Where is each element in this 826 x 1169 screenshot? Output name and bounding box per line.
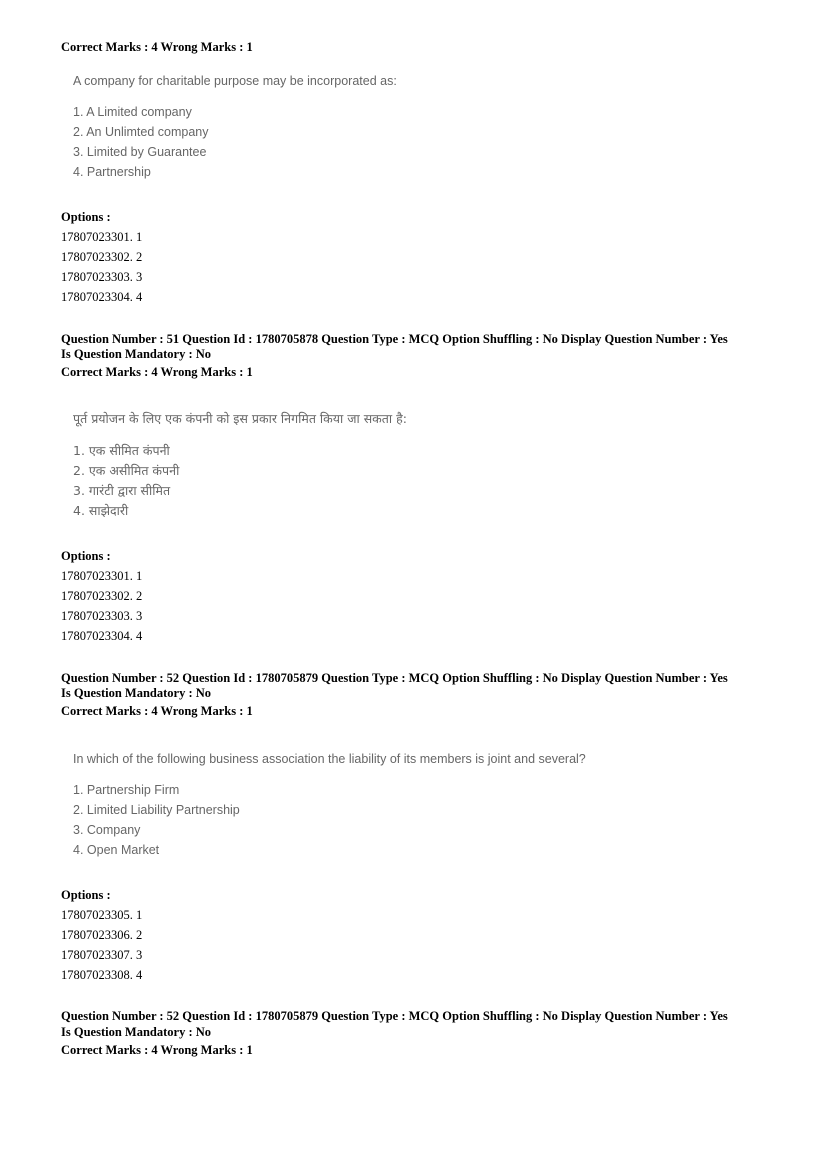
option-item: 17807023303. 3 — [61, 270, 143, 284]
choice-item: 3. गारंटी द्वारा सीमित — [73, 483, 171, 498]
option-item: 17807023307. 3 — [61, 948, 143, 962]
choice-item: 4. साझेदारी — [73, 503, 129, 518]
choice-item: 1. Partnership Firm — [73, 783, 180, 797]
option-item: 17807023302. 2 — [61, 589, 143, 603]
question-header: Question Number : 51 Question Id : 1780705878 Question Type : MCQ Option Shuffling : No Display Question Number : Yes — [61, 332, 728, 346]
option-item: 17807023302. 2 — [61, 250, 143, 264]
option-item: 17807023303. 3 — [61, 609, 143, 623]
mandatory-line: Is Question Mandatory : No — [61, 686, 212, 700]
option-item: 17807023304. 4 — [61, 629, 143, 643]
options-label: Options : — [61, 888, 111, 902]
choice-list — [73, 441, 407, 521]
choice-item: 1. एक सीमित कंपनी — [73, 443, 170, 458]
question-text: पूर्त प्रयोजन के लिए एक कंपनी को इस प्रकार निगमित किया जा सकता है: — [73, 411, 407, 426]
question-image — [73, 752, 586, 860]
question-text: In which of the following business association the liability of its members is joint and several? — [73, 752, 586, 766]
option-item: 17807023301. 1 — [61, 230, 143, 244]
option-item: 17807023301. 1 — [61, 569, 143, 583]
choice-item: 4. Partnership — [73, 165, 151, 179]
options-label: Options : — [61, 549, 111, 563]
options-label: Options : — [61, 210, 111, 224]
choice-item: 2. An Unlimted company — [73, 125, 209, 139]
choice-item: 3. Company — [73, 823, 141, 837]
option-item: 17807023308. 4 — [61, 968, 143, 982]
question-image — [73, 74, 397, 182]
mandatory-line: Is Question Mandatory : No — [61, 347, 212, 361]
question-image — [73, 410, 407, 521]
question-text: A company for charitable purpose may be incorporated as: — [73, 74, 397, 88]
choice-item: 3. Limited by Guarantee — [73, 145, 207, 159]
choice-list — [73, 102, 397, 182]
question-header: Question Number : 52 Question Id : 1780705879 Question Type : MCQ Option Shuffling : No Display Question Number : Yes — [61, 671, 728, 685]
option-item: 17807023304. 4 — [61, 290, 143, 304]
marks-line: Correct Marks : 4 Wrong Marks : 1 — [61, 40, 253, 54]
option-item: 17807023306. 2 — [61, 928, 143, 942]
mandatory-line: Is Question Mandatory : No — [61, 1025, 212, 1039]
choice-item: 4. Open Market — [73, 843, 160, 857]
choice-item: 2. Limited Liability Partnership — [73, 803, 240, 817]
choice-item: 2. एक असीमित कंपनी — [73, 463, 180, 478]
marks-line: Correct Marks : 4 Wrong Marks : 1 — [61, 704, 253, 718]
marks-line: Correct Marks : 4 Wrong Marks : 1 — [61, 1043, 253, 1057]
option-item: 17807023305. 1 — [61, 908, 143, 922]
question-header: Question Number : 52 Question Id : 1780705879 Question Type : MCQ Option Shuffling : No Display Question Number : Yes — [61, 1009, 728, 1023]
marks-line: Correct Marks : 4 Wrong Marks : 1 — [61, 365, 253, 379]
choice-item: 1. A Limited company — [73, 105, 192, 119]
choice-list — [73, 780, 586, 860]
